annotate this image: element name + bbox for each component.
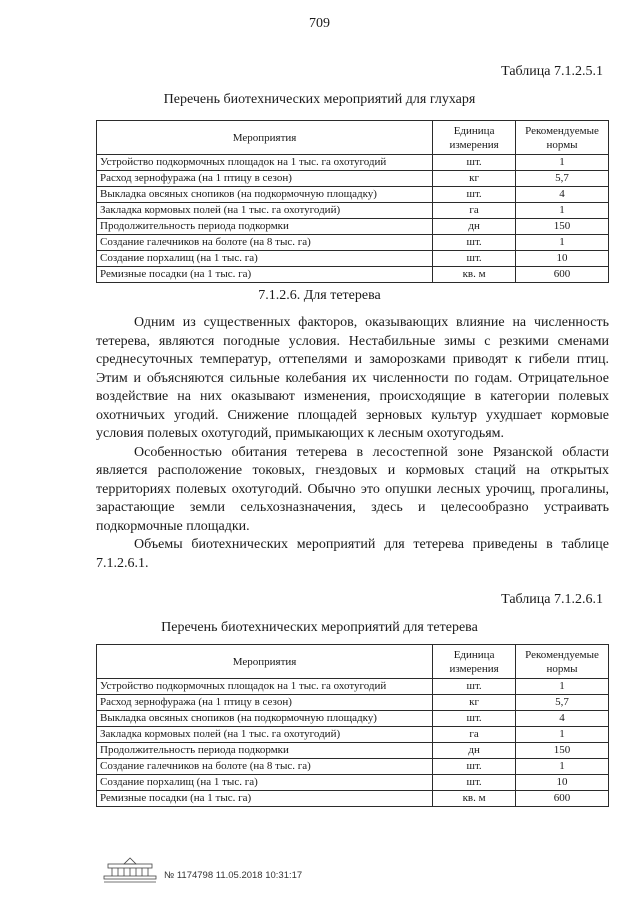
table-row — [97, 775, 609, 791]
cell-activity: Ремизные посадки (на 1 тыс. га) — [97, 267, 433, 283]
document-stamp-code: № 1174798 11.05.2018 10:31:17 — [164, 870, 303, 881]
cell-unit: шт. — [433, 187, 516, 203]
cell-unit: шт. — [433, 775, 516, 791]
cell-activity: Создание галечников на болоте (на 8 тыс. га) — [97, 235, 433, 251]
cell-norm: 4 — [516, 711, 609, 727]
table-1 — [96, 120, 609, 283]
cell-activity: Ремизные посадки (на 1 тыс. га) — [97, 791, 433, 807]
column-header: Единица измерения — [433, 645, 516, 679]
table-row — [97, 235, 609, 251]
table-row — [97, 791, 609, 807]
cell-norm: 1 — [516, 203, 609, 219]
cell-norm: 1 — [516, 759, 609, 775]
cell-activity: Выкладка овсяных снопиков (на подкормочную площадку) — [97, 711, 433, 727]
table-row — [97, 727, 609, 743]
table-1-id: Таблица 7.1.2.5.1 — [501, 64, 603, 79]
cell-norm: 10 — [516, 251, 609, 267]
cell-norm: 1 — [516, 727, 609, 743]
table-row — [97, 219, 609, 235]
column-header: Мероприятия — [97, 645, 433, 679]
cell-norm: 1 — [516, 235, 609, 251]
cell-norm: 5,7 — [516, 171, 609, 187]
cell-activity: Закладка кормовых полей (на 1 тыс. га охотугодий) — [97, 203, 433, 219]
cell-norm: 10 — [516, 775, 609, 791]
table-1-title: Перечень биотехнических мероприятий для глухаря — [163, 92, 476, 107]
paragraph: Объемы биотехнических мероприятий для тетерева приведены в таблице 7.1.2.6.1. — [96, 537, 609, 571]
column-header: Мероприятия — [97, 121, 433, 155]
cell-unit: кв. м — [433, 267, 516, 283]
cell-unit: га — [433, 203, 516, 219]
table-1-header-row — [97, 121, 609, 155]
paragraph: Особенностью обитания тетерева в лесостепной зоне Рязанской области является расположение токовых, гнездовых и кормовых стаций на открытых территориях полевых охотугодий. Обычно это опушки лесных урочищ, прогалины, зарастающие земли сельхозназначения, здесь и целесообразно устраивать подкормочные площадки. — [96, 444, 609, 534]
cell-unit: шт. — [433, 155, 516, 171]
cell-activity: Продолжительность периода подкормки — [97, 743, 433, 759]
cell-unit: шт. — [433, 235, 516, 251]
column-header: Рекомендуемые нормы — [516, 121, 609, 155]
paragraph: Одним из существенных факторов, оказывающих влияние на численность тетерева, являются погодные условия. Нестабильные зимы с резкими сменами среднесуточных температур, оттепелями и заморозками приводят к гибели птиц. Этим и объясняются сильные колебания их численности по годам. Отрицательное воздействие на них оказывают изменения, происходящие в категории полевых охотничьих угодий. Снижение площадей зерновых культур ухудшает кормовые условия полевых охотугодий, примыкающих к лесным охотугодьям. — [96, 315, 609, 441]
table-row — [97, 743, 609, 759]
table-row — [97, 695, 609, 711]
table-row — [97, 155, 609, 171]
cell-norm: 4 — [516, 187, 609, 203]
cell-unit: шт. — [433, 759, 516, 775]
cell-norm: 1 — [516, 679, 609, 695]
cell-unit: кв. м — [433, 791, 516, 807]
table-2 — [96, 644, 609, 807]
cell-activity: Продолжительность периода подкормки — [97, 219, 433, 235]
cell-activity: Создание порхалищ (на 1 тыс. га) — [97, 251, 433, 267]
table-row — [97, 711, 609, 727]
cell-norm: 5,7 — [516, 695, 609, 711]
cell-activity: Создание галечников на болоте (на 8 тыс. га) — [97, 759, 433, 775]
cell-unit: шт. — [433, 251, 516, 267]
table-row — [97, 203, 609, 219]
table-row — [97, 267, 609, 283]
table-row — [97, 187, 609, 203]
cell-unit: га — [433, 727, 516, 743]
cell-norm: 1 — [516, 155, 609, 171]
cell-unit: дн — [433, 219, 516, 235]
table-2-id: Таблица 7.1.2.6.1 — [501, 592, 603, 607]
cell-unit: кг — [433, 695, 516, 711]
cell-activity: Устройство подкормочных площадок на 1 тыс. га охотугодий — [97, 679, 433, 695]
table-row — [97, 679, 609, 695]
table-row — [97, 171, 609, 187]
cell-activity: Выкладка овсяных снопиков (на подкормочную площадку) — [97, 187, 433, 203]
government-seal-icon — [100, 856, 160, 884]
cell-activity: Расход зернофуража (на 1 птицу в сезон) — [97, 171, 433, 187]
table-row — [97, 251, 609, 267]
cell-unit: шт. — [433, 711, 516, 727]
cell-norm: 600 — [516, 267, 609, 283]
column-header: Единица измерения — [433, 121, 516, 155]
cell-activity: Устройство подкормочных площадок на 1 тыс. га охотугодий — [97, 155, 433, 171]
column-header: Рекомендуемые нормы — [516, 645, 609, 679]
table-2-title: Перечень биотехнических мероприятий для тетерева — [161, 620, 478, 635]
table-2-header-row — [97, 645, 609, 679]
page-number: 709 — [309, 16, 330, 31]
cell-norm: 150 — [516, 743, 609, 759]
cell-norm: 600 — [516, 791, 609, 807]
cell-norm: 150 — [516, 219, 609, 235]
table-row — [97, 759, 609, 775]
cell-activity: Закладка кормовых полей (на 1 тыс. га охотугодий) — [97, 727, 433, 743]
cell-unit: шт. — [433, 679, 516, 695]
cell-activity: Расход зернофуража (на 1 птицу в сезон) — [97, 695, 433, 711]
cell-activity: Создание порхалищ (на 1 тыс. га) — [97, 775, 433, 791]
cell-unit: дн — [433, 743, 516, 759]
section-heading: 7.1.2.6. Для тетерева — [258, 288, 381, 303]
section-body — [96, 314, 609, 573]
cell-unit: кг — [433, 171, 516, 187]
